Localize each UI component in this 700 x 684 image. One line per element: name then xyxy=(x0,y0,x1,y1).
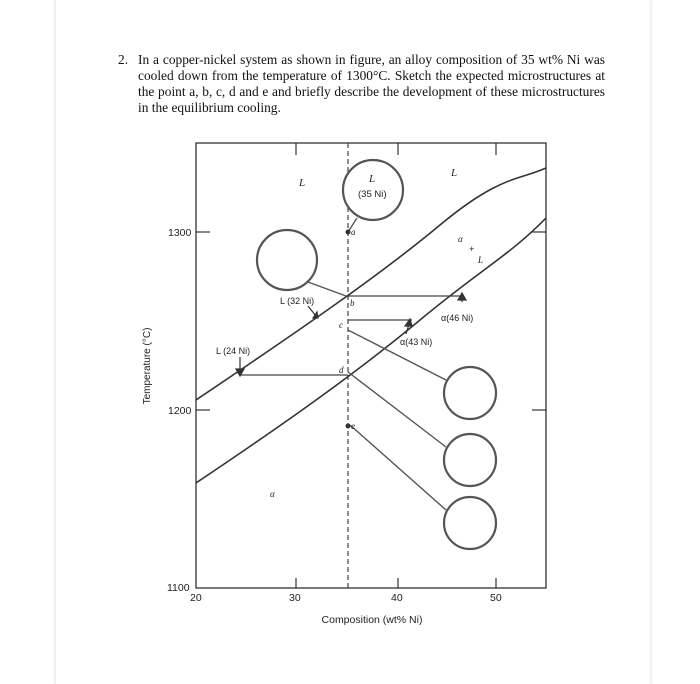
point-label-c: c xyxy=(339,320,343,330)
x-tick-20: 20 xyxy=(190,592,202,604)
x-axis-title: Composition (wt% Ni) xyxy=(321,614,423,626)
label-l24: L (24 Ni) xyxy=(216,346,251,356)
right-ticks xyxy=(532,232,546,410)
y-tick-1300: 1300 xyxy=(168,227,192,239)
label-l35-line2: (35 Ni) xyxy=(358,189,387,200)
x-tick-50: 50 xyxy=(490,592,502,604)
top-ticks xyxy=(296,143,496,155)
question-text: In a copper-nickel system as shown in figure, an alloy composition of 35 wt% Ni was cooled down from the temperature of 1300°C. Sketch the expected microstructures at the point a, b, c, d and e and briefly describe the development of these microstructures in the equilibrium cooling. xyxy=(138,52,605,115)
label-alpha-region: α xyxy=(270,489,275,499)
label-a46: α(46 Ni) xyxy=(441,313,474,323)
connector-lines xyxy=(308,218,446,510)
question-number: 2. xyxy=(118,52,129,67)
point-label-d: d xyxy=(339,365,344,375)
x-tick-40: 40 xyxy=(391,592,403,604)
left-ticks xyxy=(196,232,210,410)
microstructure-circle-d xyxy=(444,434,496,486)
microstructure-circle-e xyxy=(444,497,496,549)
label-a43: α(43 Ni) xyxy=(400,337,433,347)
y-tick-1200: 1200 xyxy=(168,405,192,417)
y-tick-1100: 1100 xyxy=(167,582,190,594)
microstructure-circle-b xyxy=(257,230,317,290)
y-axis-title: Temperature (°C) xyxy=(142,327,153,405)
label-l32: L (32 Ni) xyxy=(280,296,315,306)
label-liquid-right: L xyxy=(451,167,458,179)
label-alpha-plus-l-L: L xyxy=(478,255,484,265)
label-liquid-left: L xyxy=(299,177,306,189)
label-alpha-plus-l-plus: + xyxy=(469,244,475,254)
microstructure-circle-c xyxy=(444,367,496,419)
point-label-e: e xyxy=(351,421,355,431)
bottom-ticks xyxy=(296,578,496,588)
x-tick-30: 30 xyxy=(289,592,301,604)
point-label-b: b xyxy=(350,298,355,308)
label-l35-line1: L xyxy=(369,173,376,185)
label-alpha-plus-l-alpha: α xyxy=(458,234,463,244)
point-label-a: a xyxy=(351,227,356,237)
